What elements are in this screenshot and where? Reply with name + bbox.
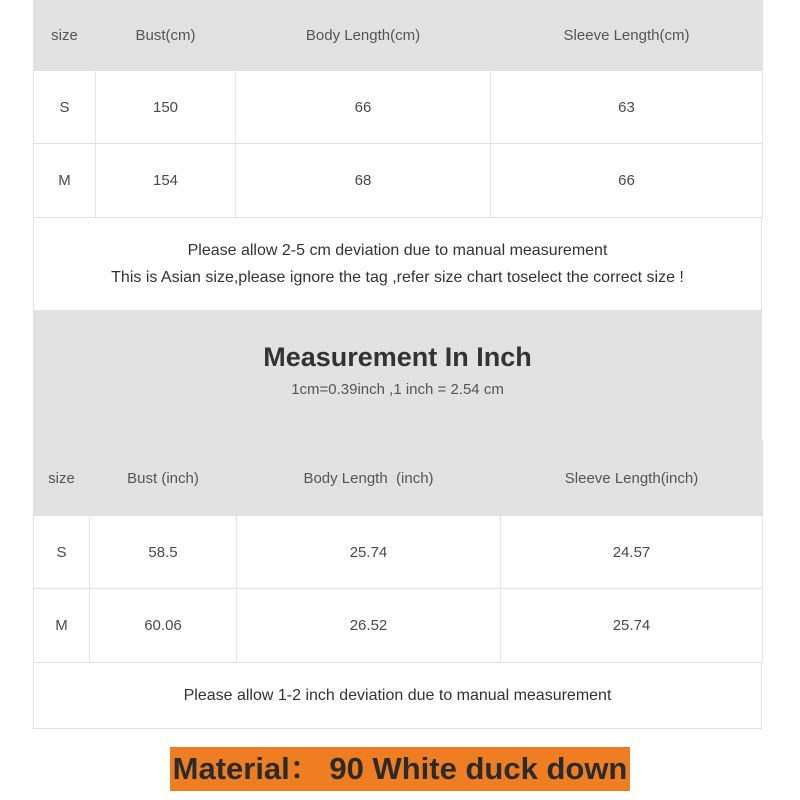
inch-section-heading	[33, 311, 762, 440]
cm-size-cell: S	[34, 71, 96, 144]
cm-note-line-1: Please allow 2-5 cm deviation due to manual measurement	[187, 242, 608, 259]
inch-header-sleeve-length: Sleeve Length(inch)	[501, 441, 763, 516]
table-row	[34, 516, 763, 589]
inch-header-size: size	[34, 441, 90, 516]
cm-header-size: size	[34, 1, 96, 71]
material-banner	[0, 747, 800, 791]
table-row	[34, 71, 763, 144]
inch-deviation-note	[33, 663, 762, 729]
inch-header-row	[34, 441, 763, 516]
inch-body-length-cell: 25.74	[237, 516, 501, 589]
cm-sleeve-length-cell: 66	[491, 144, 763, 218]
cm-deviation-note	[33, 218, 762, 311]
inch-bust-cell: 58.5	[90, 516, 237, 589]
inch-size-table	[33, 440, 763, 663]
inch-sleeve-length-cell: 25.74	[501, 589, 763, 663]
size-chart	[33, 0, 762, 729]
cm-note-line-2: This is Asian size,please ignore the tag ,refer size chart toselect the correct size !	[111, 269, 684, 286]
cm-header-body-length: Body Length(cm)	[236, 1, 491, 71]
cm-bust-cell: 150	[96, 71, 236, 144]
inch-sleeve-length-cell: 24.57	[501, 516, 763, 589]
inch-body-length-cell: 26.52	[237, 589, 501, 663]
inch-header-body-length: Body Length (inch)	[237, 441, 501, 516]
inch-note-line: Please allow 1-2 inch deviation due to manual measurement	[183, 687, 612, 704]
cm-header-sleeve-length: Sleeve Length(cm)	[491, 1, 763, 71]
table-row	[34, 589, 763, 663]
inch-section-title: Measurement In Inch	[263, 342, 532, 372]
table-row	[34, 144, 763, 218]
inch-conversion-text: 1cm=0.39inch ,1 inch = 2.54 cm	[291, 381, 504, 398]
inch-header-bust: Bust (inch)	[90, 441, 237, 516]
inch-size-cell: S	[34, 516, 90, 589]
cm-header-bust: Bust(cm)	[96, 1, 236, 71]
inch-bust-cell: 60.06	[90, 589, 237, 663]
inch-size-cell: M	[34, 589, 90, 663]
cm-size-cell: M	[34, 144, 96, 218]
material-label: Material： 90 White duck down	[170, 747, 631, 791]
cm-header-row	[34, 1, 763, 71]
cm-size-table	[33, 0, 763, 218]
cm-sleeve-length-cell: 63	[491, 71, 763, 144]
cm-body-length-cell: 68	[236, 144, 491, 218]
cm-body-length-cell: 66	[236, 71, 491, 144]
cm-bust-cell: 154	[96, 144, 236, 218]
